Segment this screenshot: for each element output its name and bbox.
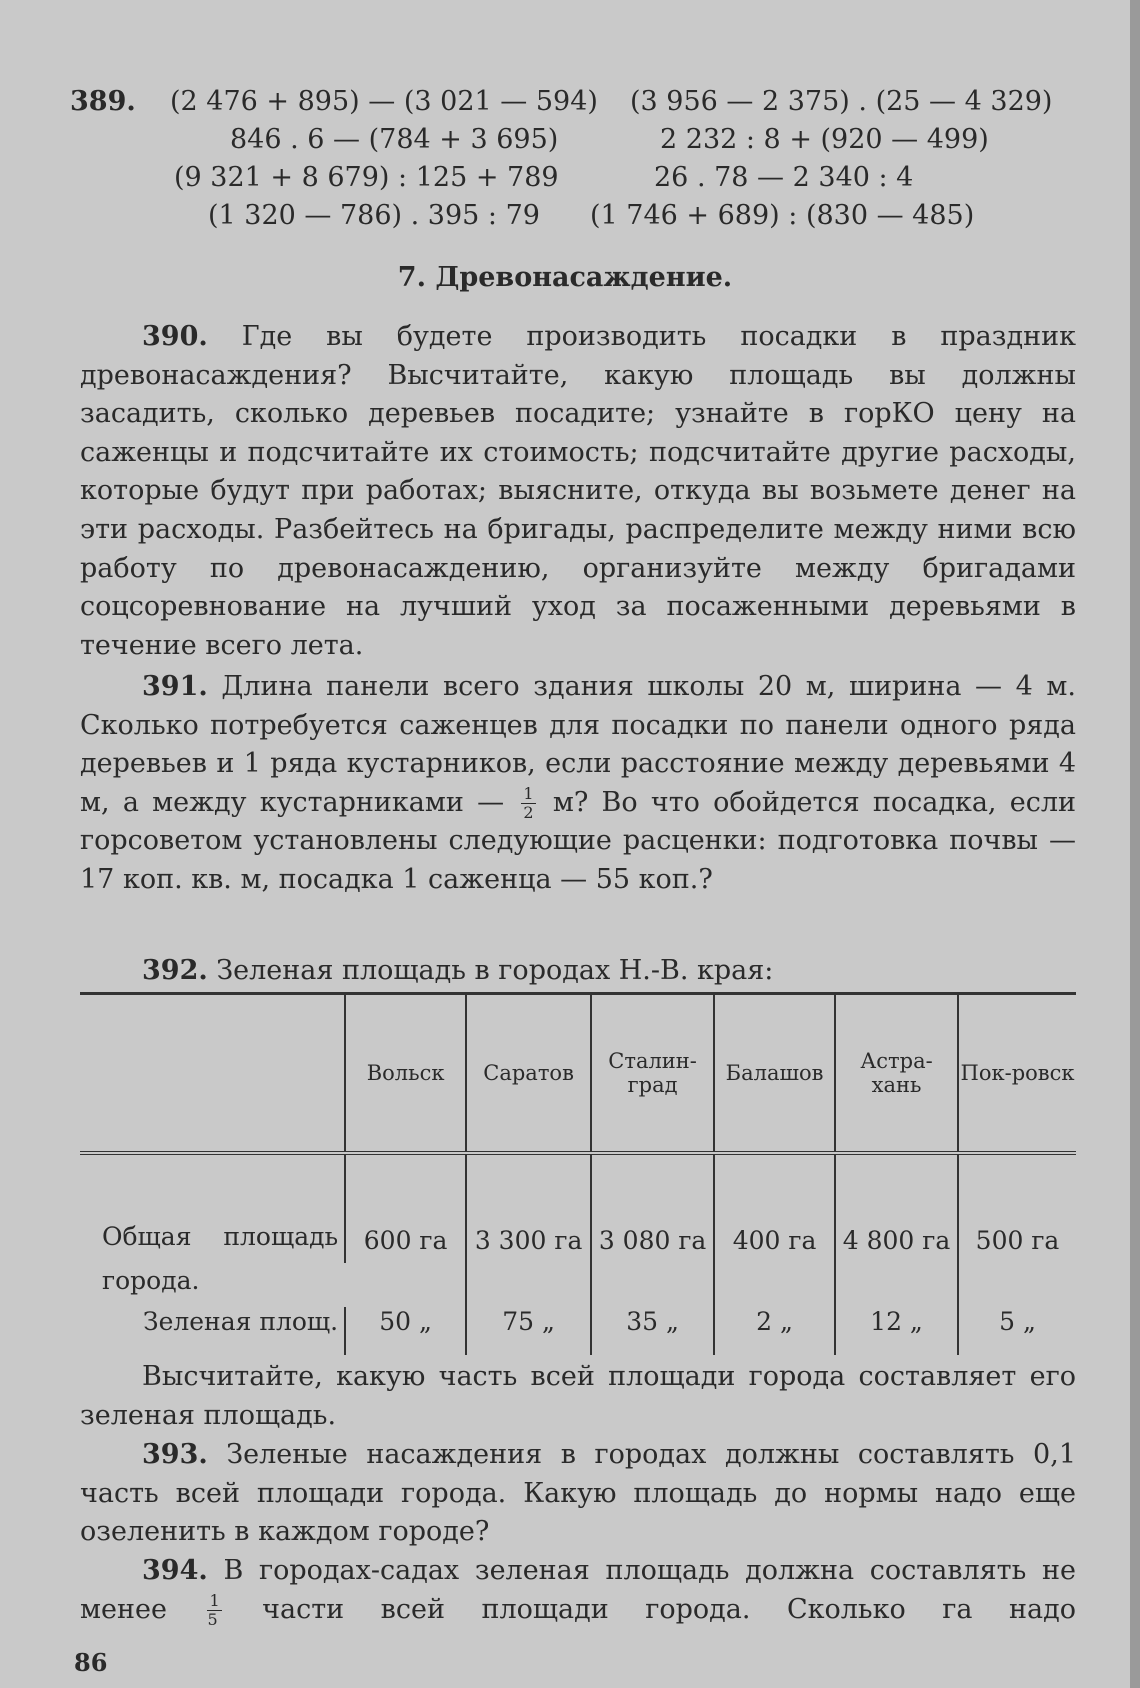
expression: (1 746 + 689) : (830 — 485)	[590, 200, 975, 231]
table-header: Саратов	[466, 994, 591, 1154]
problem-391	[80, 668, 1076, 900]
table-cell: 2 „	[714, 1307, 835, 1355]
table-cell: 3 080 га	[591, 1153, 714, 1263]
fraction-denominator: 5	[207, 1609, 218, 1629]
table-cell: 400 га	[714, 1153, 835, 1263]
table-cell: 12 „	[835, 1307, 958, 1355]
problem-text: Где вы будете производить посадки в праздник древонасаждения? Высчитайте, какую площадь вы должны засадить, сколько деревьев посадите; узнайте в горКО цену на саженцы и подсчитайте их стоимость; подсчитайте другие расходы, которые будут при работах; выясните, откуда вы возьмете денег на эти расходы. Разбейтесь на бригады, распределите между ними всю работу по древонасаждению, организуйте между бригадами соцсоревнование на лучший уход за посаженными деревьями в течение всего лета.	[80, 321, 1076, 661]
green-area-table	[80, 992, 1076, 1355]
fraction	[207, 1592, 221, 1629]
problem-text: м? Во что обойдется посадка, если горсоветом установлены следующие расценки: подготовка почвы — 17 коп. кв. м, посадка 1 саженца — 55 коп.?	[80, 786, 1076, 895]
table-cell: 3 300 га	[466, 1153, 591, 1263]
table-corner	[80, 994, 345, 1154]
problem-number: 391.	[142, 671, 208, 702]
problem-number: 389.	[70, 86, 136, 117]
expression: 2 232 : 8 + (920 — 499)	[660, 124, 989, 155]
table-cell-spacer	[714, 1263, 835, 1307]
problem-text: Зеленые насаждения в городах должны составлять 0,1 часть всей площади города. Какую площадь до нормы надо еще озеленить в каждом городе?	[80, 1439, 1076, 1548]
problem-394	[80, 1552, 1076, 1629]
problem-number: 393.	[142, 1439, 208, 1470]
problem-text: части всей площади города. Сколько га надо	[262, 1593, 1076, 1625]
table-cell: 5 „	[958, 1307, 1076, 1355]
problem-392	[80, 952, 1076, 991]
table-cell: 50 „	[345, 1307, 466, 1355]
table-header: Сталин-град	[591, 994, 714, 1154]
expression: (9 321 + 8 679) : 125 + 789	[174, 162, 559, 193]
problem-number: 394.	[142, 1555, 208, 1586]
section-heading: 7. Древонасаждение.	[397, 262, 733, 293]
row-label: Общая площадь города.	[102, 1222, 339, 1295]
fraction-numerator: 1	[209, 1590, 220, 1610]
table-cell: 75 „	[466, 1307, 591, 1355]
table-cell: 600 га	[345, 1153, 466, 1263]
table-cell-spacer	[345, 1263, 466, 1307]
fraction-numerator: 1	[523, 783, 534, 803]
table-header: Астра-хань	[835, 994, 958, 1154]
table-cell: 4 800 га	[835, 1153, 958, 1263]
problem-393	[80, 1436, 1076, 1552]
table-header: Балашов	[714, 994, 835, 1154]
table-cell: 500 га	[958, 1153, 1076, 1263]
fraction	[521, 785, 535, 822]
problem-text: В городах-садах зеленая площадь должна составлять не менее	[80, 1555, 1076, 1625]
table-header: Вольск	[345, 994, 466, 1154]
expression: 26 . 78 — 2 340 : 4	[654, 162, 914, 193]
problem-number: 392.	[142, 955, 208, 986]
problem-389	[70, 82, 1070, 242]
row-label: Зеленая площ.	[143, 1307, 339, 1336]
problem-390	[80, 318, 1076, 665]
table-cell-spacer	[835, 1263, 958, 1307]
expression: (3 956 — 2 375) . (25 — 4 329)	[630, 86, 1053, 117]
expression: (2 476 + 895) — (3 021 — 594)	[170, 86, 598, 117]
table-cell-spacer	[958, 1263, 1076, 1307]
table-header: Пок-ровск	[958, 994, 1076, 1154]
table-cell-spacer	[591, 1263, 714, 1307]
problem-text: Длина панели всего здания школы 20 м, ширина — 4 м. Сколько потребуется саженцев для посадки по панели одного ряда деревьев и 1 ряда кустарников, если расстояние между деревьями 4 м, а между кустарниками —	[80, 671, 1076, 818]
table-cell: 35 „	[591, 1307, 714, 1355]
problem-text: Зеленая площадь в городах Н.-В. края:	[216, 955, 774, 986]
expression: 846 . 6 — (784 + 3 695)	[230, 124, 559, 155]
table-cell-spacer	[466, 1263, 591, 1307]
problem-number: 390.	[142, 321, 208, 352]
fraction-denominator: 2	[523, 802, 534, 822]
problem-392-question: Высчитайте, какую часть всей площади города составляет его зеленая площадь.	[80, 1361, 1076, 1431]
expression: (1 320 — 786) . 395 : 79	[208, 200, 540, 231]
page-number: 86	[74, 1648, 108, 1677]
